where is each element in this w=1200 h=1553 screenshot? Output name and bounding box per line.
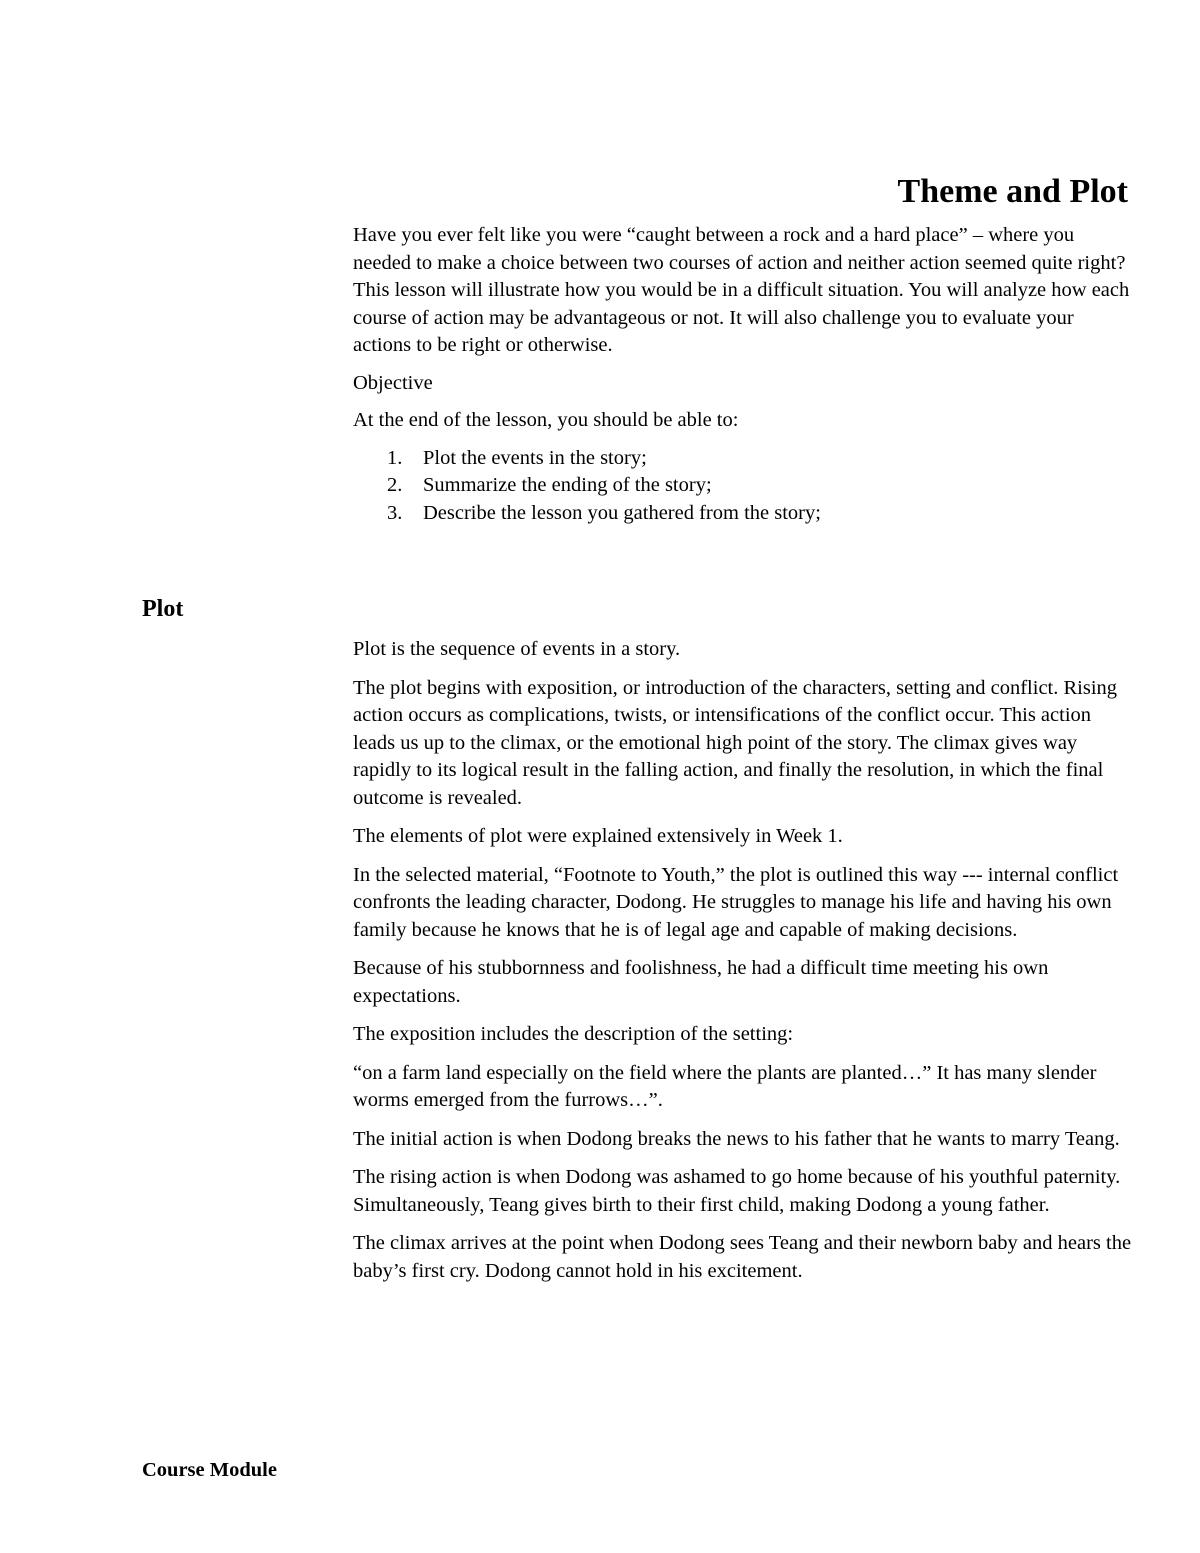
plot-paragraph: The elements of plot were explained extensively in Week 1. bbox=[353, 825, 843, 847]
objective-text: Summarize the ending of the story; bbox=[423, 474, 712, 496]
plot-paragraph: The plot begins with exposition, or introduction of the characters, setting and conflict. Rising action occurs as complications, twists, or intensifications of the conflict occur. This action leads us up to the climax, or the emotional high point of the story. The climax gives way rapidly to its logical result in the falling action, and finally the resolution, in which the final outcome is revealed. bbox=[353, 676, 1118, 809]
plot-paragraph: The exposition includes the description of the setting: bbox=[353, 1023, 794, 1045]
objective-item bbox=[353, 445, 1133, 473]
plot-quote: “on a farm land especially on the field where the plants are planted…” It has many slender worms emerged from the furrows…”. bbox=[353, 1061, 1097, 1111]
plot-paragraph: The rising action is when Dodong was ashamed to go home because of his youthful paternity. Simultaneously, Teang gives birth to their first child, making Dodong a young father. bbox=[353, 1166, 1121, 1216]
plot-paragraph: The climax arrives at the point when Dodong sees Teang and their newborn baby and hears the baby’s first cry. Dodong cannot hold in his excitement. bbox=[353, 1232, 1132, 1282]
objective-number: 2. bbox=[387, 474, 403, 496]
objective-lead: At the end of the lesson, you should be able to: bbox=[353, 409, 739, 431]
objective-item bbox=[353, 472, 1133, 500]
objectives-list bbox=[353, 445, 1133, 528]
objective-label: Objective bbox=[353, 371, 433, 394]
objective-number: 1. bbox=[387, 446, 403, 469]
page-title: Theme and Plot bbox=[897, 173, 1128, 210]
plot-section bbox=[353, 636, 1133, 1296]
objective-text: Describe the lesson you gathered from the story; bbox=[423, 501, 821, 524]
objective-item bbox=[353, 500, 1133, 528]
objective-text: Plot the events in the story; bbox=[423, 446, 647, 469]
footer-course-module: Course Module bbox=[142, 1459, 277, 1481]
plot-paragraph: Plot is the sequence of events in a story. bbox=[353, 638, 681, 660]
intro-paragraph: Have you ever felt like you were “caught between a rock and a hard place” – where you needed to make a choice between two courses of action and neither action seemed quite right? This lesson will illustrate how you would be in a difficult situation. You will analyze how each course of action may be advantageous or not. It will also challenge you to evaluate your actions to be right or otherwise. bbox=[353, 224, 1130, 356]
objective-number: 3. bbox=[387, 501, 403, 524]
plot-heading: Plot bbox=[142, 596, 184, 622]
plot-paragraph: In the selected material, “Footnote to Youth,” the plot is outlined this way --- internal conflict confronts the leading character, Dodong. He struggles to manage his life and having his own family because he knows that he is of legal age and capable of making decisions. bbox=[353, 863, 1119, 941]
intro-section bbox=[353, 222, 1133, 527]
plot-paragraph: The initial action is when Dodong breaks the news to his father that he wants to marry Teang. bbox=[353, 1127, 1120, 1150]
plot-paragraph: Because of his stubbornness and foolishness, he had a difficult time meeting his own expectations. bbox=[353, 957, 1049, 1007]
